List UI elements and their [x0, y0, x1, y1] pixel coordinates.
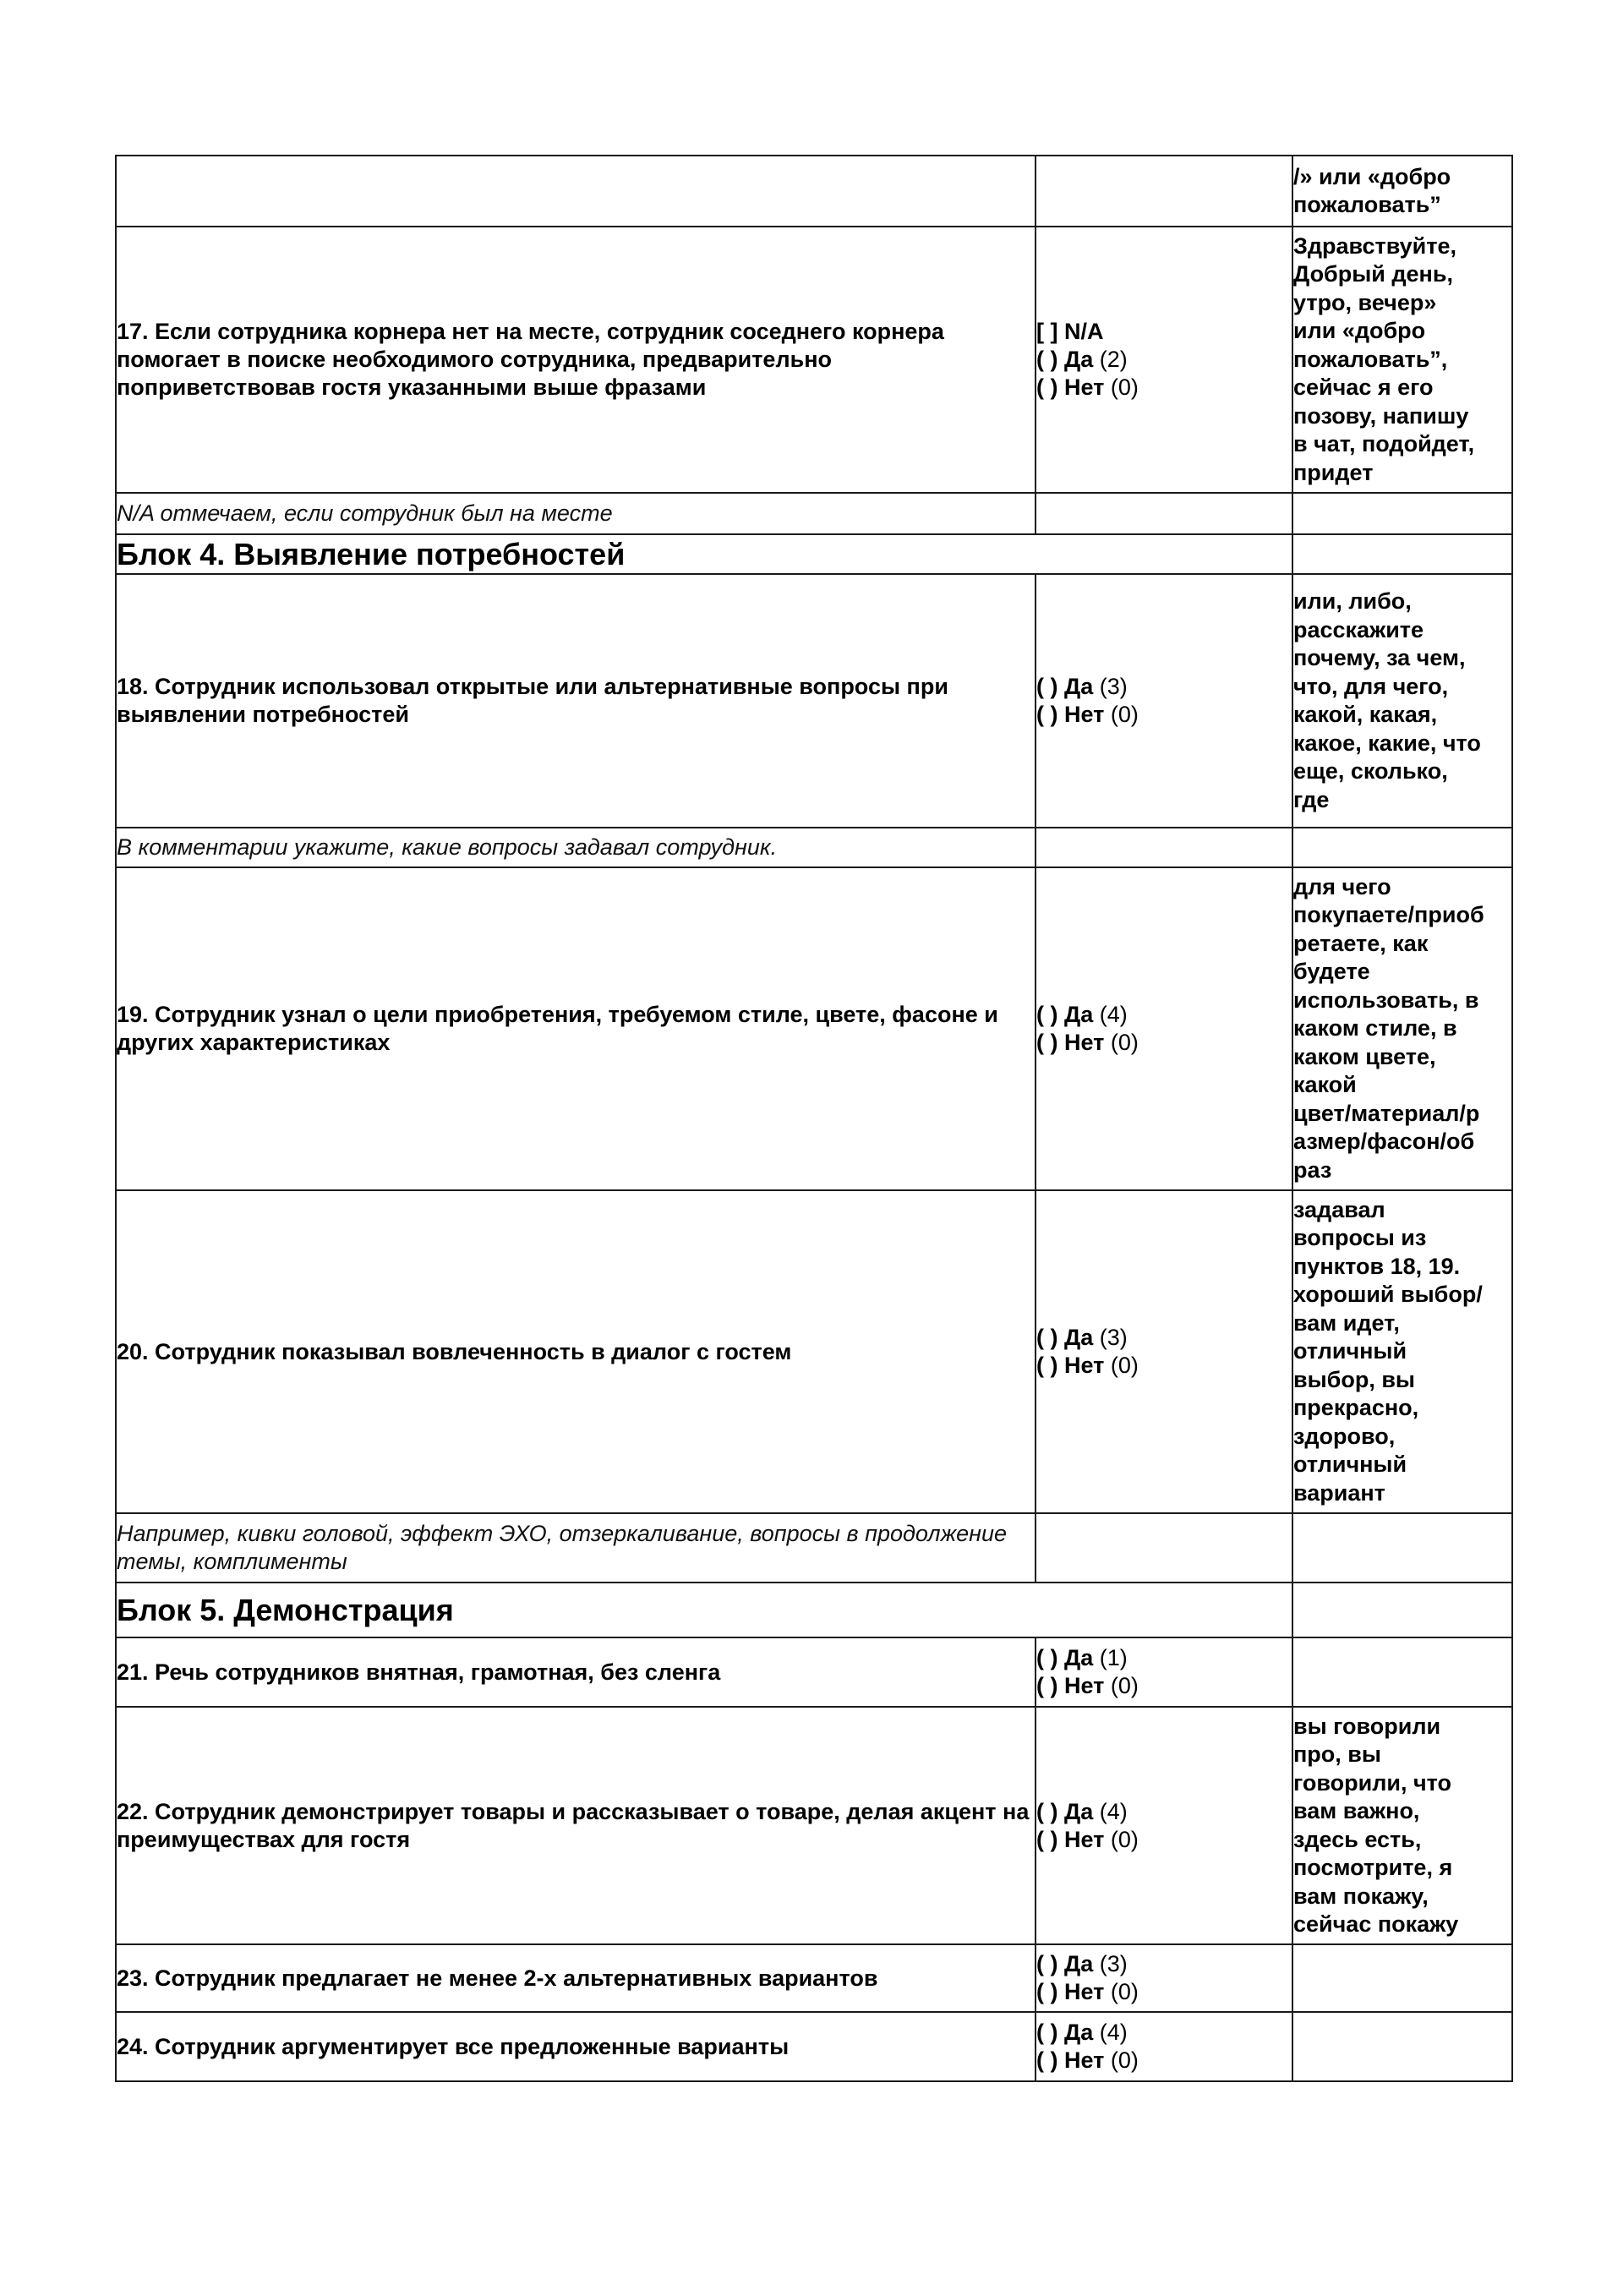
answer-options: [1036, 1944, 1292, 2012]
table-row-note: [116, 493, 1512, 534]
option-no[interactable]: ( ) Нет (0): [1036, 1030, 1139, 1055]
question-text: 23. Сотрудник предлагает не менее 2-х альтернативных вариантов: [116, 1944, 1036, 2012]
answer-options: [1036, 227, 1292, 493]
answer-options: [1036, 2012, 1292, 2081]
block-header-row: [116, 534, 1512, 574]
answer-options: [1036, 574, 1292, 828]
empty-cell: [1292, 828, 1512, 867]
question-text: 19. Сотрудник узнал о цели приобретения, требуемом стиле, цвете, фасоне и других характеристиках: [116, 867, 1036, 1190]
block-title: Блок 5. Демонстрация: [116, 1583, 1292, 1637]
hint-cell: задавал вопросы из пунктов 18, 19. хороший выбор/ вам идет, отличный выбор, вы прекрасно, здорово, отличный вариант: [1292, 1190, 1512, 1513]
hint-cell: Здравствуйте, Добрый день, утро, вечер» или «добро пожаловать”, сейчас я его позову, напишу в чат, подойдет, придет: [1292, 227, 1512, 493]
table-row-note: [116, 828, 1512, 867]
empty-cell: [1292, 1944, 1512, 2012]
table-row-note: [116, 1513, 1512, 1583]
question-text: 22. Сотрудник демонстрирует товары и рассказывает о товаре, делая акцент на преимуществах для гостя: [116, 1707, 1036, 1944]
table-row-q19: [116, 867, 1512, 1190]
note-text: Например, кивки головой, эффект ЭХО, отзеркаливание, вопросы в продолжение темы, комплименты: [116, 1513, 1036, 1583]
table-row-continuation: [116, 156, 1512, 227]
option-yes[interactable]: ( ) Да (3): [1036, 1951, 1128, 1976]
option-no[interactable]: ( ) Нет (0): [1036, 702, 1139, 727]
option-no[interactable]: ( ) Нет (0): [1036, 1826, 1139, 1852]
table-row-q22: [116, 1707, 1512, 1944]
question-text: 18. Сотрудник использовал открытые или альтернативные вопросы при выявлении потребностей: [116, 574, 1036, 828]
empty-cell: [1036, 493, 1292, 534]
option-no[interactable]: ( ) Нет (0): [1036, 1353, 1139, 1378]
question-text: 24. Сотрудник аргументирует все предложенные варианты: [116, 2012, 1036, 2081]
option-yes[interactable]: ( ) Да (3): [1036, 674, 1128, 699]
question-text: 21. Речь сотрудников внятная, грамотная, без сленга: [116, 1637, 1036, 1707]
evaluation-table: [115, 155, 1513, 2082]
option-yes[interactable]: ( ) Да (2): [1036, 347, 1128, 372]
table-row-q17: [116, 227, 1512, 493]
empty-cell: [1292, 1513, 1512, 1583]
empty-cell: [1292, 1583, 1512, 1637]
answer-options: [1036, 1637, 1292, 1707]
option-no[interactable]: ( ) Нет (0): [1036, 2047, 1139, 2073]
block-title: Блок 4. Выявление потребностей: [116, 534, 1292, 574]
table-row-q18: [116, 574, 1512, 828]
hint-cell: или, либо, расскажите почему, за чем, что, для чего, какой, какая, какое, какие, что еще, сколько, где: [1292, 574, 1512, 828]
option-yes[interactable]: ( ) Да (4): [1036, 2020, 1128, 2045]
table-row-q20: [116, 1190, 1512, 1513]
option-yes[interactable]: ( ) Да (4): [1036, 1798, 1128, 1824]
answer-options: [1036, 1190, 1292, 1513]
table-row-q23: [116, 1944, 1512, 2012]
note-text: В комментарии укажите, какие вопросы задавал сотрудник.: [116, 828, 1036, 867]
empty-cell: [1036, 828, 1292, 867]
note-text: N/A отмечаем, если сотрудник был на месте: [116, 493, 1036, 534]
block-header-row: [116, 1583, 1512, 1637]
option-yes[interactable]: ( ) Да (4): [1036, 1002, 1128, 1027]
empty-cell: [1292, 1637, 1512, 1707]
answer-options: [1036, 867, 1292, 1190]
option-no[interactable]: ( ) Нет (0): [1036, 1673, 1139, 1698]
empty-cell: [1036, 1513, 1292, 1583]
question-text: 17. Если сотрудника корнера нет на месте, сотрудник соседнего корнера помогает в поиске необходимого сотрудника, предварительно поприветствовав гостя указанными выше фразами: [116, 227, 1036, 493]
option-no[interactable]: ( ) Нет (0): [1036, 374, 1139, 400]
answer-options: [1036, 1707, 1292, 1944]
empty-cell: [1292, 2012, 1512, 2081]
option-yes[interactable]: ( ) Да (1): [1036, 1645, 1128, 1670]
question-text: 20. Сотрудник показывал вовлеченность в диалог с гостем: [116, 1190, 1036, 1513]
empty-cell: [1292, 534, 1512, 574]
option-na[interactable]: [ ] N/A: [1036, 319, 1104, 344]
table-row-q24: [116, 2012, 1512, 2081]
question-cell: [116, 156, 1036, 227]
hint-cell: для чего покупаете/приоб ретаете, как будете использовать, в каком стиле, в каком цвете, какой цвет/материал/р азмер/фасон/об раз: [1292, 867, 1512, 1190]
option-no[interactable]: ( ) Нет (0): [1036, 1979, 1139, 2004]
options-cell: [1036, 156, 1292, 227]
table-row-q21: [116, 1637, 1512, 1707]
empty-cell: [1292, 493, 1512, 534]
hint-cell: вы говорили про, вы говорили, что вам важно, здесь есть, посмотрите, я вам покажу, сейчас покажу: [1292, 1707, 1512, 1944]
hint-cell: /» или «добро пожаловать”: [1292, 156, 1512, 227]
option-yes[interactable]: ( ) Да (3): [1036, 1325, 1128, 1350]
